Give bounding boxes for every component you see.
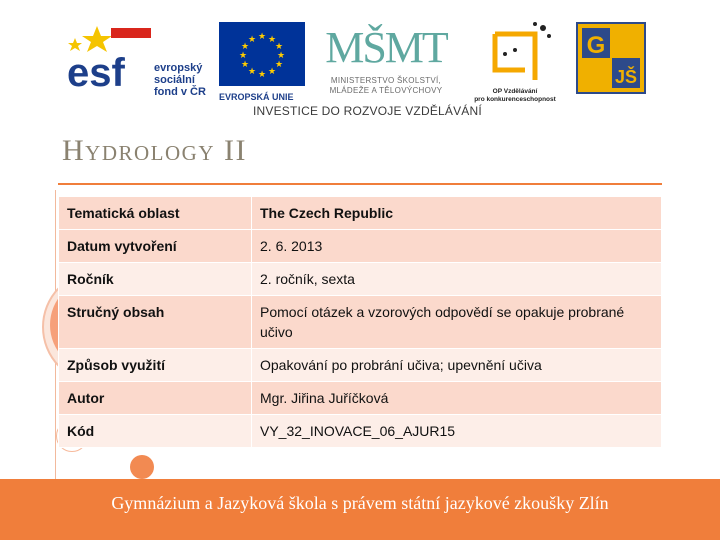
eu-flag xyxy=(219,22,305,86)
footer-text: Gymnázium a Jazyková škola s právem státní jazykové zkoušky Zlín xyxy=(111,493,609,513)
esf-text-line3: fond v ČR xyxy=(154,86,206,98)
table-value: VY_32_INOVACE_06_AJUR15 xyxy=(252,415,662,448)
table-value: 2. 6. 2013 xyxy=(252,230,662,263)
svg-text:G: G xyxy=(586,32,606,59)
table-row xyxy=(59,296,662,349)
table-key: Ročník xyxy=(59,263,252,296)
op-logo xyxy=(465,20,565,110)
eu-label: EVROPSKÁ UNIE xyxy=(219,92,294,102)
msmt-mark-icon xyxy=(312,18,460,74)
table-row xyxy=(59,230,662,263)
svg-text:★: ★ xyxy=(240,42,250,52)
table-key: Kód xyxy=(59,415,252,448)
gjs-crest-icon xyxy=(576,22,646,94)
table-row xyxy=(59,263,662,296)
table-row xyxy=(59,415,662,448)
table-key: Autor xyxy=(59,382,252,415)
msmt-text xyxy=(312,76,460,96)
op-text xyxy=(465,88,565,104)
op-text-line2: pro konkurenceschopnost xyxy=(474,96,556,103)
svg-text:★: ★ xyxy=(267,35,277,45)
svg-text:★: ★ xyxy=(274,60,284,70)
table-key: Způsob využití xyxy=(59,349,252,382)
op-text-line1: OP Vzdělávání xyxy=(492,88,538,95)
table-row xyxy=(59,197,662,230)
esf-text-line1: evropský xyxy=(154,62,203,74)
svg-text:★: ★ xyxy=(257,70,267,80)
table-row xyxy=(59,349,662,382)
decorative-circle-small xyxy=(130,455,154,479)
op-mark-icon xyxy=(465,20,565,86)
gjs-school-logo xyxy=(576,22,646,94)
msmt-text-line2: MLÁDEŽE A TĚLOVÝCHOVY xyxy=(329,86,443,95)
esf-mark-icon xyxy=(67,20,153,90)
svg-text:★: ★ xyxy=(238,51,248,61)
table-key: Stručný obsah xyxy=(59,296,252,349)
esf-text xyxy=(154,62,206,98)
footer-bar xyxy=(0,479,720,540)
title-divider xyxy=(58,183,662,185)
table-value: Pomocí otázek a vzorových odpovědí se opakuje probrané učivo xyxy=(252,296,662,349)
esf-logo xyxy=(67,20,212,98)
table-key: Tematická oblast xyxy=(59,197,252,230)
page-title: Hydrology II xyxy=(62,134,247,167)
svg-text:★: ★ xyxy=(267,67,277,77)
svg-text:★: ★ xyxy=(247,67,257,77)
eu-stars-icon xyxy=(219,22,305,86)
table-row xyxy=(59,382,662,415)
table-value: The Czech Republic xyxy=(252,197,662,230)
investice-tagline: INVESTICE DO ROZVOJE VZDĚLÁVÁNÍ xyxy=(253,104,482,118)
table-value: 2. ročník, sexta xyxy=(252,263,662,296)
msmt-text-line1: MINISTERSTVO ŠKOLSTVÍ, xyxy=(330,76,442,85)
logo-strip xyxy=(55,12,670,122)
svg-text:JŠ: JŠ xyxy=(614,67,638,87)
svg-text:★: ★ xyxy=(257,32,267,42)
svg-text:★: ★ xyxy=(274,42,284,52)
svg-text:MŠMT: MŠMT xyxy=(325,23,447,72)
info-table xyxy=(58,196,662,448)
table-value: Mgr. Jiřina Juříčková xyxy=(252,382,662,415)
svg-text:★: ★ xyxy=(247,35,257,45)
table-key: Datum vytvoření xyxy=(59,230,252,263)
table-value: Opakování po probrání učiva; upevnění učiva xyxy=(252,349,662,382)
svg-text:★: ★ xyxy=(240,60,250,70)
svg-text:esf: esf xyxy=(67,51,125,90)
svg-text:★: ★ xyxy=(276,51,286,61)
msmt-logo xyxy=(312,18,460,108)
esf-text-line2: sociální xyxy=(154,74,195,86)
